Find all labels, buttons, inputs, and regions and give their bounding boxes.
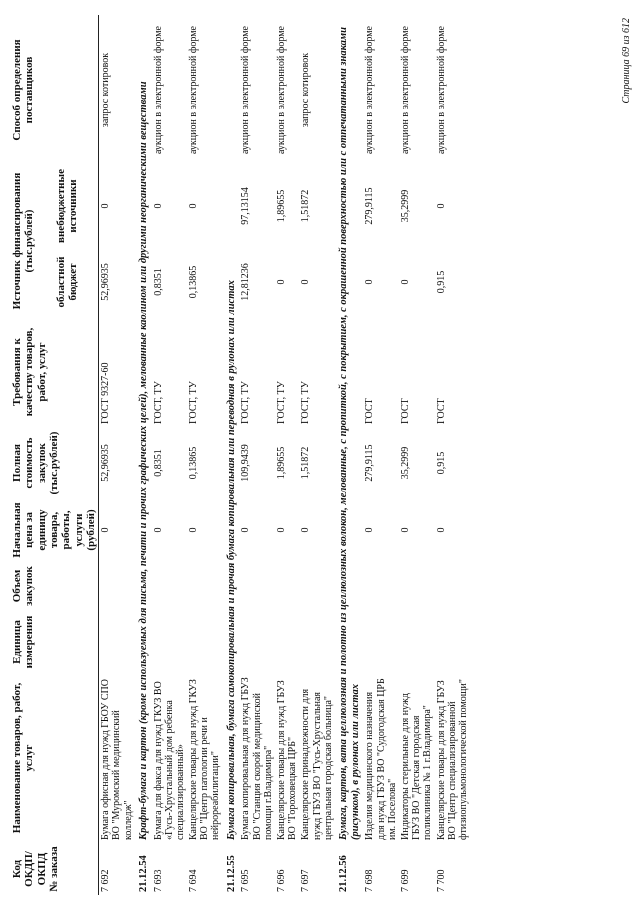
- unit-price: 0: [240, 527, 252, 533]
- unit-price: 0: [275, 527, 287, 533]
- unit-price: 0: [364, 527, 376, 533]
- unit-cell: [275, 611, 299, 673]
- unit-cell: [435, 611, 471, 673]
- order-code: 7 695: [240, 869, 252, 892]
- procurement-method: аукцион в электронной форме: [152, 26, 164, 154]
- funding-other: 0: [100, 203, 112, 209]
- table-row: [435, 15, 471, 895]
- funding-budget: 12,81236: [240, 263, 252, 301]
- total-cost: 0,915: [435, 451, 447, 475]
- item-name: Бумага офисная для нужд ГБОУ СПО ВО "Муромский медицинский колледж": [100, 679, 134, 840]
- funding-other: 1,51872: [300, 189, 312, 223]
- order-code: 7 693: [152, 869, 164, 892]
- table-row: [363, 15, 399, 895]
- item-name: Бумага копировальная для нужд ГБУЗ ВО "Станция скорой медицинской помощи г.Владимира": [240, 677, 274, 840]
- item-name: Канцелярские товары для нужд ГБУЗ ВО "Гороховецкая ЦРБ": [275, 680, 299, 840]
- unit-price: 0: [300, 527, 312, 533]
- section-header: [335, 15, 364, 895]
- order-code: 7 694: [188, 869, 200, 892]
- funding-budget: 0,915: [435, 270, 447, 294]
- table-row: [152, 15, 188, 895]
- section-title: Бумага копировальная, бумага самокопировальная и прочая бумага копировальная или переводная в рулонах или листах: [225, 280, 237, 840]
- table-row: [99, 15, 135, 895]
- table-row: [299, 15, 335, 895]
- header-funding: Источник финансирования (тыс.рублей): [11, 172, 36, 310]
- total-cost: 0,13865: [188, 446, 200, 480]
- volume-cell: [363, 561, 399, 611]
- section-header: [223, 15, 240, 895]
- unit-cell: [99, 611, 135, 673]
- procurement-method: запрос котировок: [300, 52, 312, 128]
- procurement-method: запрос котировок: [100, 52, 112, 128]
- volume-cell: [399, 561, 435, 611]
- total-cost: 1,51872: [300, 446, 312, 480]
- quality-requirements: ГОСТ, ТУ: [240, 381, 252, 424]
- total-cost: 1,89655: [275, 446, 287, 480]
- section-title: Бумага, картон, вата целлюлозная и полотно из целлюлозных волокон, мелованные, с пропиткой, с покрытием, с окрашенной поверхностью или с отпечатанными знаками (рисунком), в рулонах или листах: [337, 27, 361, 840]
- quality-requirements: ГОСТ, ТУ: [275, 381, 287, 424]
- item-name: Канцелярские товары для нужд ГКУЗ ВО "Центр патологии речи и нейрореабилитации": [188, 679, 222, 840]
- quality-requirements: ГОСТ: [364, 398, 376, 424]
- funding-other: 1,89655: [275, 189, 287, 223]
- procurement-method: аукцион в электронной форме: [188, 26, 200, 154]
- header-funding-other: внебюджетные источники: [54, 165, 99, 247]
- unit-cell: [363, 611, 399, 673]
- unit-price: 0: [435, 527, 447, 533]
- unit-cell: [399, 611, 435, 673]
- procurement-method: аукцион в электронной форме: [399, 26, 411, 154]
- total-cost: 52,96935: [100, 444, 112, 482]
- order-code: 7 699: [399, 869, 411, 892]
- volume-cell: [187, 561, 223, 611]
- item-name: Изделия медицинского назначения для нужд ГБУЗ ВО "Судогодская ЦРБ им. Поселова": [364, 678, 398, 840]
- procurement-method: аукцион в электронной форме: [364, 26, 376, 154]
- funding-budget: 0,8351: [152, 268, 164, 296]
- quality-requirements: ГОСТ, ТУ: [300, 381, 312, 424]
- section-code: 21.12.54: [137, 855, 149, 892]
- funding-budget: 52,96935: [100, 263, 112, 301]
- funding-budget: 0: [364, 279, 376, 285]
- volume-cell: [239, 561, 275, 611]
- order-code: 7 692: [100, 869, 112, 892]
- order-code: 7 696: [275, 869, 287, 892]
- volume-cell: [275, 561, 299, 611]
- quality-requirements: ГОСТ: [399, 398, 411, 424]
- unit-cell: [299, 611, 335, 673]
- volume-cell: [99, 561, 135, 611]
- header-name: Наименование товаров, работ, услуг: [10, 673, 99, 843]
- quality-requirements: ГОСТ, ТУ: [188, 381, 200, 424]
- table-row: [399, 15, 435, 895]
- funding-other: 0: [435, 203, 447, 209]
- item-name: Индикаторы стерильные для нужд ГБУЗ ВО "Детская городская поликлиника № 1 г.Владимира": [399, 693, 434, 840]
- funding-budget: 0: [275, 279, 287, 285]
- header-requirements: Требования к качеству товаров, работ, услуг: [10, 317, 99, 427]
- total-cost: 35,2999: [399, 446, 411, 480]
- funding-other: 279,9115: [364, 187, 376, 225]
- funding-other: 97,13154: [240, 187, 252, 225]
- unit-cell: [152, 611, 188, 673]
- header-row: [10, 15, 54, 895]
- unit-price: 0: [100, 527, 112, 533]
- procurement-method: аукцион в электронной форме: [275, 26, 287, 154]
- unit-price: 0: [399, 527, 411, 533]
- volume-cell: [299, 561, 335, 611]
- table-row: [187, 15, 223, 895]
- volume-cell: [152, 561, 188, 611]
- funding-budget: 0,13865: [188, 265, 200, 299]
- header-unit: Единица измерения: [10, 611, 99, 673]
- item-name: Канцелярские товары для нужд ГБУЗ ВО "Центр специализированной фтизиопульмонологической помощи": [435, 679, 469, 840]
- section-code: 21.12.56: [337, 855, 349, 892]
- quality-requirements: ГОСТ: [435, 398, 447, 424]
- header-volume: Объем закупок: [10, 561, 99, 611]
- total-cost: 0,8351: [152, 449, 164, 477]
- page-number: Страница 69 из 612: [621, 18, 632, 104]
- header-method: Способ определения поставщиков: [10, 15, 99, 165]
- section-code: 21.12.55: [225, 855, 237, 892]
- funding-other: 0: [188, 203, 200, 209]
- funding-other: 0: [152, 203, 164, 209]
- header-total: Полная стоимость закупок (тыс.рублей): [10, 427, 99, 499]
- unit-price: 0: [188, 527, 200, 533]
- quality-requirements: ГОСТ 9327-60: [100, 362, 112, 424]
- unit-cell: [239, 611, 275, 673]
- header-funding-budget: областной бюджет: [54, 247, 99, 317]
- funding-other: 35,2999: [399, 189, 411, 223]
- procurement-method: аукцион в электронной форме: [435, 26, 447, 154]
- table-row: [275, 15, 299, 895]
- unit-cell: [187, 611, 223, 673]
- order-code: 7 698: [364, 869, 376, 892]
- item-name: Бумага для факса для нужд ГКУЗ ВО «Гусь-Хрустальный дом ребенка специализированный»: [152, 681, 186, 840]
- total-cost: 109,9439: [240, 444, 252, 482]
- procurement-plan-table: [10, 15, 470, 895]
- header-price: Начальная цена за единицу товара, работы, услуги (рублей): [10, 499, 99, 561]
- order-code: 7 700: [435, 869, 447, 892]
- section-header: [135, 15, 152, 895]
- quality-requirements: ГОСТ, ТУ: [152, 381, 164, 424]
- unit-price: 0: [152, 527, 164, 533]
- section-title: Крафт-бумага и картон (кроме используемых для письма, печати и прочих графических целей), мелованные каолином или другими неорганическими веществами: [137, 81, 149, 840]
- procurement-method: аукцион в электронной форме: [240, 26, 252, 154]
- header-code: Код ОКДП/ ОКПД № заказа: [10, 843, 99, 895]
- volume-cell: [435, 561, 471, 611]
- table-row: [239, 15, 275, 895]
- item-name: Канцелярские принадлежности для нужд ГБУЗ ВО "Гусь-Хрустальная центральная городская больница": [300, 688, 334, 840]
- order-code: 7 697: [300, 869, 312, 892]
- funding-budget: 0: [399, 279, 411, 285]
- funding-budget: 0: [300, 279, 312, 285]
- total-cost: 279,9115: [364, 444, 376, 482]
